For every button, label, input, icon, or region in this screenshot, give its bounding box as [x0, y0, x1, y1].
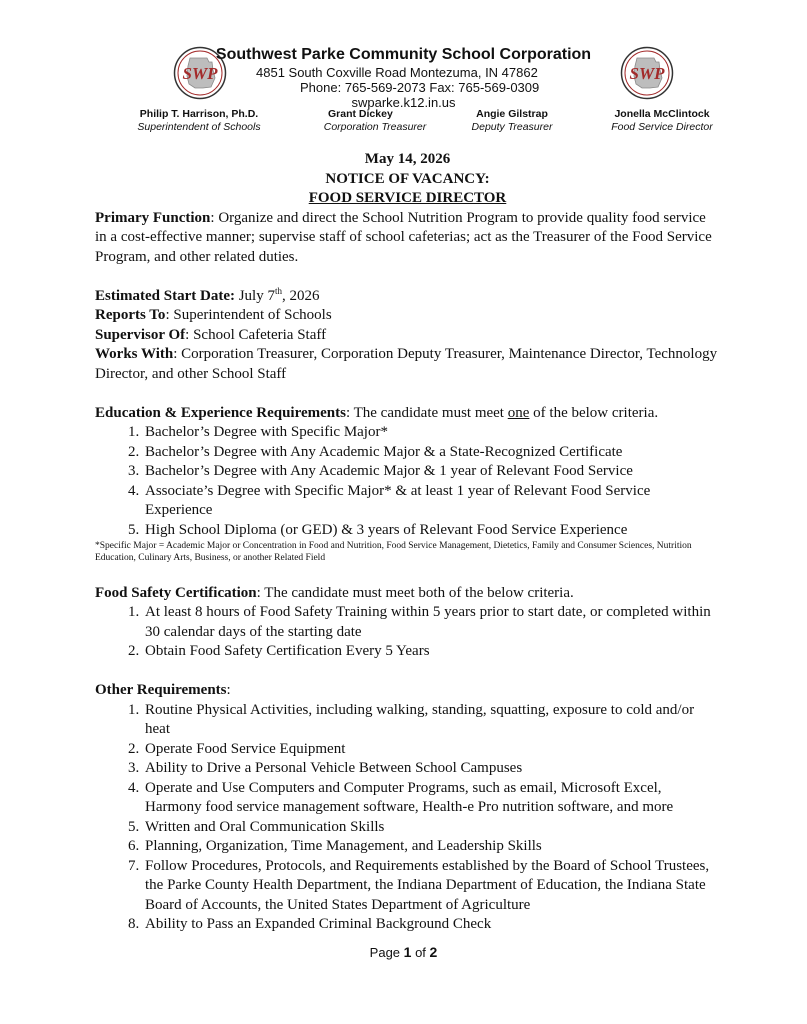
other-requirements-colon: : — [226, 682, 231, 698]
works-with-label: Works With — [95, 346, 174, 362]
list-item: 8. Ability to Pass an Expanded Criminal Background Check — [143, 915, 720, 935]
education-intro-text: : The candidate must meet — [345, 404, 508, 421]
supervisor-of-label: Supervisor Of — [95, 326, 186, 343]
officer-title: Food Service Director — [611, 121, 713, 133]
org-phone-fax: Phone: 765-569-2073 Fax: 765-569-0309 — [300, 80, 540, 95]
list-item: 1. At least 8 hours of Food Safety Training within 5 years prior to start date, or completed within 30 calendar days of the starting date — [143, 603, 720, 642]
officer-superintendent — [136, 108, 262, 134]
page-of: of — [411, 945, 430, 960]
list-item: 5. Written and Oral Communication Skills — [143, 818, 720, 838]
letterhead — [0, 0, 807, 140]
other-requirements-label: Other Requirements — [95, 682, 227, 698]
list-item: 7. Follow Procedures, Protocols, and Requirements established by the Board of School Trustees, the Parke County Health Department, the Indiana Department of Education, the Indiana State Board of Accounts, the United States Department of Agriculture — [143, 857, 720, 916]
officer-name: Grant Dickey — [328, 108, 393, 120]
officer-name: Angie Gilstrap — [476, 108, 548, 120]
food-safety-label: Food Safety Certification — [95, 584, 257, 601]
officers-row — [0, 108, 807, 138]
list-item: 4. Operate and Use Computers and Computer Programs, such as email, Microsoft Excel, Harmony food service management software, Health-e Pro nutrition software, and more — [143, 779, 720, 818]
start-date-year: , 2026 — [282, 287, 320, 304]
primary-function-label: Primary Function — [95, 209, 211, 226]
education-intro — [95, 404, 720, 424]
education-footnote: *Specific Major = Academic Major or Concentration in Food and Nutrition, Food Service Management, Dietetics, Family and Consumer Sciences, Nutrition Education, Culinary Arts, Business, or another Related Field — [95, 541, 692, 563]
other-requirements-intro — [95, 681, 720, 701]
officer-title: Deputy Treasurer — [471, 121, 553, 133]
list-item: 2. Obtain Food Safety Certification Every 5 Years — [143, 642, 720, 662]
page-number — [0, 944, 807, 960]
education-intro-emphasis: one — [507, 404, 530, 421]
officer-title: Superintendent of Schools — [137, 121, 261, 133]
food-safety-intro-text: : The candidate must meet both of the below criteria. — [256, 584, 574, 601]
reports-to — [95, 306, 720, 326]
list-item: 3. Ability to Drive a Personal Vehicle Between School Campuses — [143, 759, 720, 779]
officer-title: Corporation Treasurer — [323, 121, 427, 133]
logo-lettering: SWP — [629, 64, 665, 83]
supervisor-of — [95, 326, 720, 346]
education-list — [95, 423, 720, 540]
position-title: FOOD SERVICE DIRECTOR — [308, 190, 507, 206]
notice-date: May 14, 2026 — [364, 151, 451, 167]
primary-function — [95, 209, 720, 268]
start-date-label: Estimated Start Date: — [95, 287, 235, 304]
start-date — [95, 287, 720, 307]
page-current: 1 — [403, 944, 412, 960]
notice-heading: NOTICE OF VACANCY: — [325, 170, 490, 187]
education-label: Education & Experience Requirements — [95, 404, 346, 421]
page-word: Page — [369, 945, 404, 960]
org-address: 4851 South Coxville Road Montezuma, IN 47862 — [256, 65, 538, 80]
org-name: Southwest Parke Community School Corporation — [215, 46, 592, 63]
reports-to-value: : Superintendent of Schools — [165, 307, 332, 323]
notice-body — [95, 150, 720, 935]
start-date-sup: th — [274, 285, 282, 296]
list-item: 5. High School Diploma (or GED) & 3 years of Relevant Food Service Experience — [143, 521, 720, 541]
food-safety-list — [95, 603, 720, 662]
list-item: 1. Routine Physical Activities, including walking, standing, squatting, exposure to cold and/or heat — [143, 701, 720, 740]
officer-food-service-director — [606, 108, 718, 134]
list-item: 6. Planning, Organization, Time Management, and Leadership Skills — [143, 837, 720, 857]
primary-function-text: : Organize and direct the School Nutrition Program to provide quality food service in a cost-effective manner; supervise staff of school cafeterias; act as the Treasurer of the Food Service Program, and other related duties. — [95, 209, 712, 265]
page-total: 2 — [429, 944, 438, 960]
reports-to-label: Reports To — [95, 307, 166, 323]
list-item: 3. Bachelor’s Degree with Any Academic Major & 1 year of Relevant Food Service — [143, 462, 720, 482]
officer-deputy-treasurer — [462, 108, 562, 134]
supervisor-of-value: : School Cafeteria Staff — [185, 326, 327, 343]
works-with-value: : Corporation Treasurer, Corporation Deputy Treasurer, Maintenance Director, Technology Director, and other School Staff — [95, 346, 718, 382]
officer-treasurer — [310, 108, 440, 134]
list-item: 4. Associate’s Degree with Specific Major* & at least 1 year of Relevant Food Service Experience — [143, 482, 720, 521]
works-with — [95, 345, 720, 384]
list-item: 2. Bachelor’s Degree with Any Academic Major & a State-Recognized Certificate — [143, 443, 720, 463]
officer-name: Philip T. Harrison, Ph.D. — [139, 108, 259, 120]
list-item: 2. Operate Food Service Equipment — [143, 740, 720, 760]
officer-name: Jonella McClintock — [614, 108, 710, 120]
logo-lettering: SWP — [182, 64, 218, 83]
org-website[interactable]: swparke.k12.in.us — [351, 95, 456, 110]
education-intro-text-end: of the below criteria. — [529, 404, 659, 421]
food-safety-intro — [95, 584, 720, 604]
other-requirements-list — [95, 701, 720, 935]
list-item: 1. Bachelor’s Degree with Specific Major* — [143, 423, 720, 443]
start-date-value: July 7 — [234, 287, 275, 304]
